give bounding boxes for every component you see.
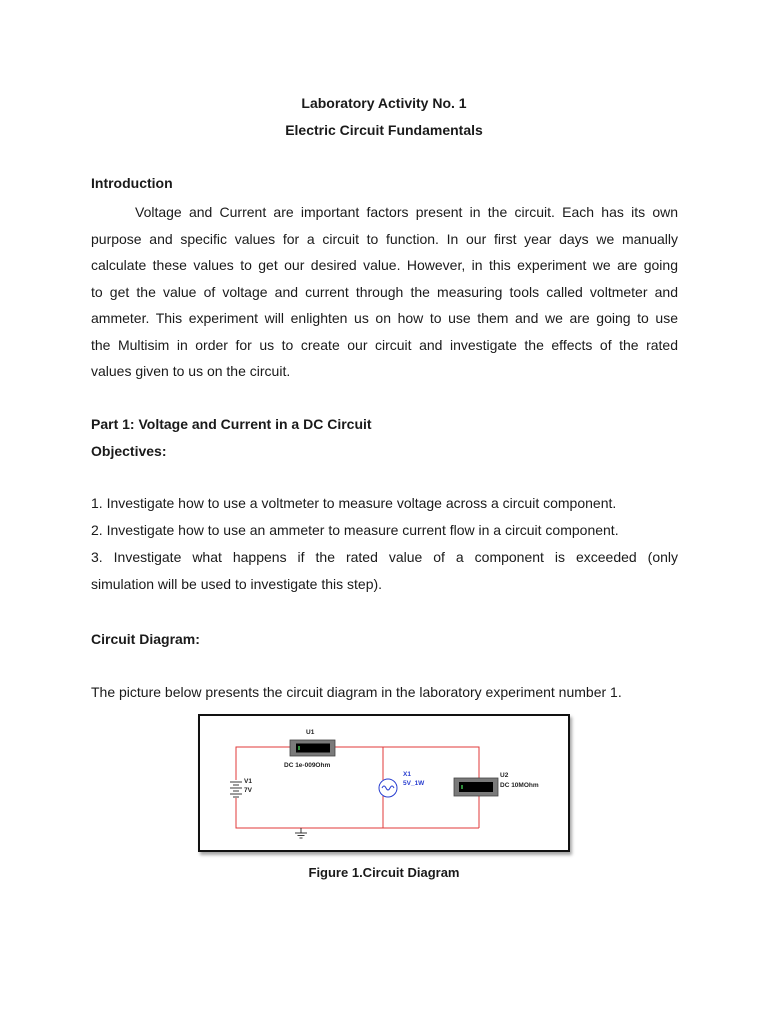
u2-value: DC 10MOhm — [500, 782, 539, 789]
intro-line: ammeter. This experiment will enlighten us on how to use them and we are going to use — [91, 310, 678, 326]
circuit-heading: Circuit Diagram: — [91, 631, 200, 647]
document-title: Laboratory Activity No. 1 — [301, 95, 467, 111]
ammeter-u1 — [290, 740, 335, 756]
circuit-wires — [236, 747, 479, 828]
x1-label: X1 — [403, 771, 411, 778]
intro-line: the Multisim in order for us to create our circuit and investigate the effects of the rated — [91, 336, 678, 353]
u1-label: U1 — [306, 729, 315, 736]
objectives-list — [91, 490, 678, 598]
document-subtitle: Electric Circuit Fundamentals — [285, 122, 483, 138]
voltmeter-u2 — [454, 778, 498, 796]
ground-symbol — [295, 828, 307, 838]
figure-caption: Figure 1.Circuit Diagram — [308, 865, 460, 880]
lamp-x1 — [379, 779, 397, 797]
u1-value: DC 1e-009Ohm — [284, 762, 331, 769]
u2-label: U2 — [500, 772, 509, 779]
wire — [236, 798, 479, 828]
objective-item: 2. Investigate how to use an ammeter to measure current flow in a circuit component. — [91, 522, 619, 538]
part1-heading: Part 1: Voltage and Current in a DC Circuit — [91, 416, 372, 432]
introduction-paragraph — [91, 199, 678, 385]
circuit-diagram-figure — [198, 714, 570, 852]
objective-item: simulation will be used to investigate this step). — [91, 576, 383, 592]
intro-line: to get the value of voltage and current through the measuring tools called voltmeter and — [91, 283, 678, 300]
objectives-heading: Objectives: — [91, 443, 167, 459]
circuit-diagram — [200, 716, 568, 850]
intro-line: values given to us on the circuit. — [91, 363, 291, 379]
circuit-description: The picture below presents the circuit diagram in the laboratory experiment number 1. — [91, 684, 622, 700]
intro-line: calculate these values to get our desired value. However, in this experiment we are going — [91, 257, 678, 273]
v1-label: V1 — [244, 778, 252, 785]
introduction-heading: Introduction — [91, 175, 173, 191]
intro-line: Voltage and Current are important factors present in the circuit. Each has its own — [135, 204, 678, 220]
v1-value: 7V — [244, 787, 252, 794]
intro-line: purpose and specific values for a circuit to function. In our first year days we manually — [91, 230, 678, 247]
battery-v1 — [230, 782, 242, 797]
x1-value: 5V_1W — [403, 780, 425, 787]
objective-item: 1. Investigate how to use a voltmeter to measure voltage across a circuit component. — [91, 495, 617, 511]
objective-item: 3. Investigate what happens if the rated value of a component is exceeded (only — [91, 549, 678, 565]
